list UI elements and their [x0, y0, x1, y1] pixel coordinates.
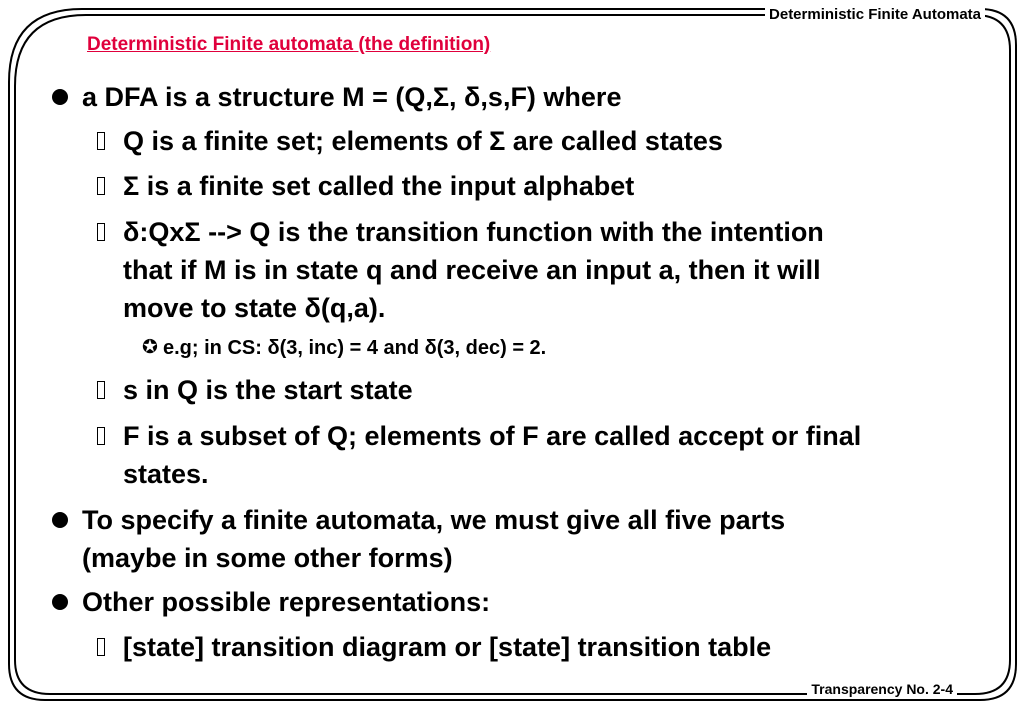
sub-bullet-alphabet: Σ is a finite set called the input alphabet	[123, 171, 635, 201]
star-bullet-icon: ✪	[142, 337, 158, 358]
sub-bullet-transition-line3: move to state δ(q,a).	[123, 293, 386, 323]
sub-bullet-accept-line2: states.	[123, 459, 209, 489]
filled-circle-bullet-icon	[52, 594, 68, 610]
square-bullet-icon	[97, 427, 105, 445]
sub-bullet-diagram-table: [state] transition diagram or [state] transition table	[123, 632, 772, 662]
bullet-specify-line2: (maybe in some other forms)	[82, 543, 453, 573]
example-line: e.g; in CS: δ(3, inc) = 4 and δ(3, dec) = 2.	[163, 337, 547, 359]
filled-circle-bullet-icon	[52, 512, 68, 528]
bullet-representations: Other possible representations:	[82, 587, 491, 617]
sub-bullet-start-state: s in Q is the start state	[123, 375, 413, 405]
filled-circle-bullet-icon	[52, 89, 68, 105]
running-header: Deterministic Finite Automata	[765, 6, 985, 23]
square-bullet-icon	[97, 381, 105, 399]
sub-bullet-transition-line1: δ:QxΣ --> Q is the transition function with the intention	[123, 217, 824, 247]
footer-label: Transparency No. 2-4	[807, 681, 957, 697]
bullet-specify-line1: To specify a finite automata, we must give all five parts	[82, 505, 786, 535]
sub-bullet-q-states: Q is a finite set; elements of Σ are called states	[123, 126, 723, 156]
square-bullet-icon	[97, 177, 105, 195]
sub-bullet-transition-line2: that if M is in state q and receive an input a, then it will	[123, 255, 821, 285]
square-bullet-icon	[97, 132, 105, 150]
square-bullet-icon	[97, 223, 105, 241]
square-bullet-icon	[97, 638, 105, 656]
bullet-dfa-structure: a DFA is a structure M = (Q,Σ, δ,s,F) where	[82, 82, 622, 112]
slide-title: Deterministic Finite automata (the definition)	[87, 34, 491, 55]
sub-bullet-accept-line1: F is a subset of Q; elements of F are called accept or final	[123, 421, 862, 451]
